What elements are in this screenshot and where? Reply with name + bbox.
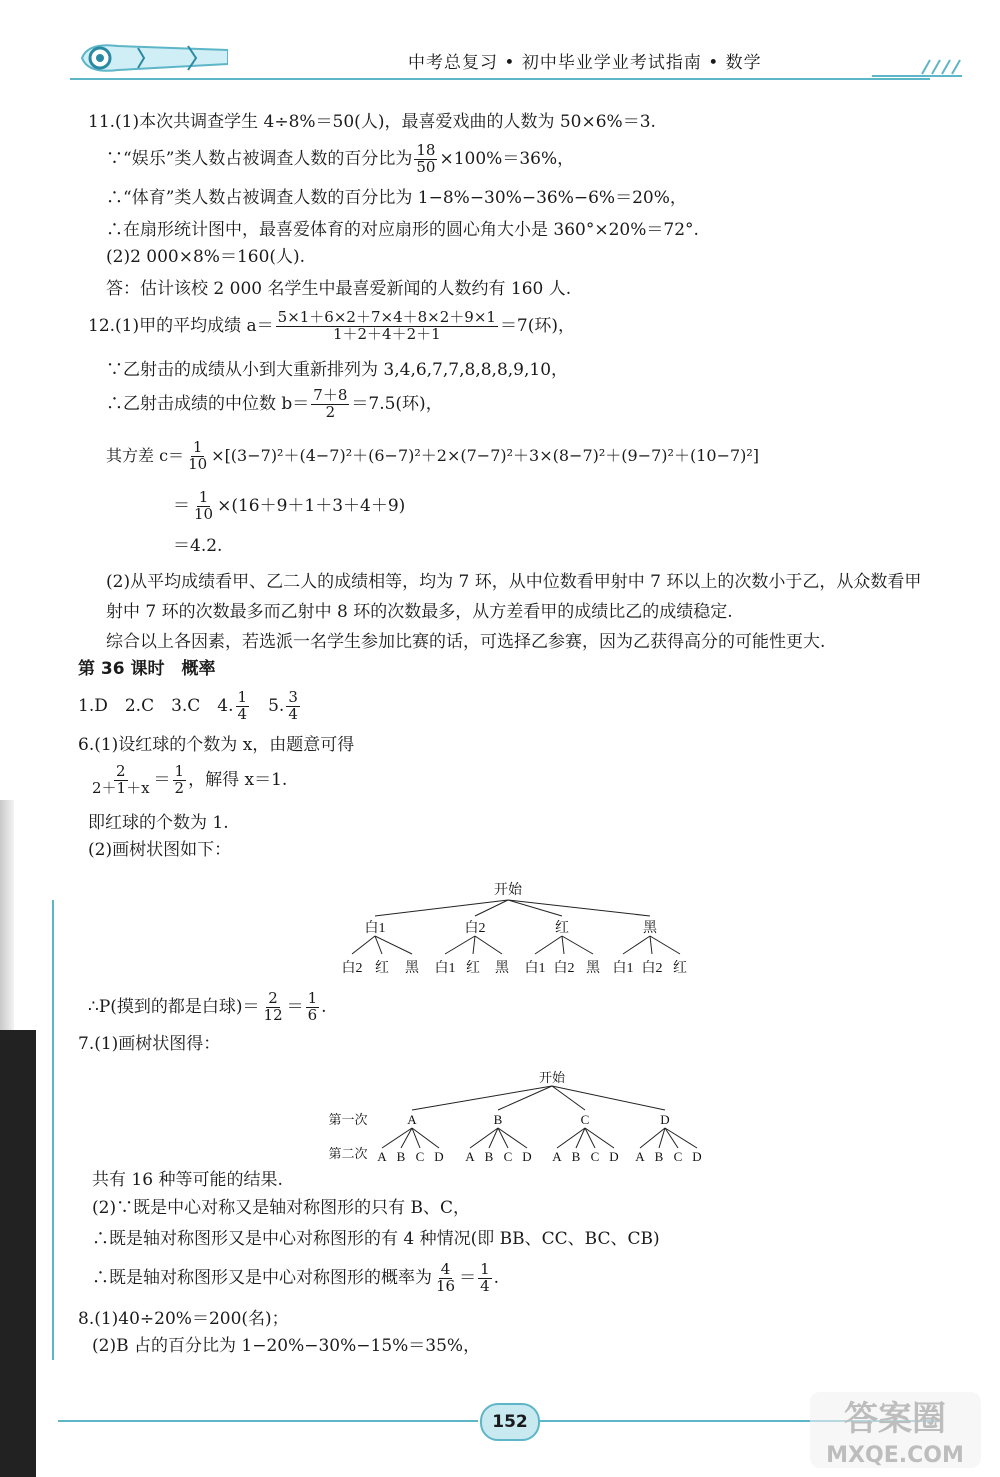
q7-line4: ∴既是轴对称图形又是中心对称图形的有 4 种情况(即 BB、CC、BC、CB) <box>92 1229 660 1249</box>
fraction-median: $\frac{7+8}{2}$ <box>313 386 348 421</box>
fraction-q6-c: $\frac{2}{12}$ <box>263 989 283 1024</box>
q12-line3: ∴乙射击成绩的中位数 b＝ $\frac{7+8}{2}$ ＝7.5(环)， <box>106 386 443 421</box>
q12-line5: ＝ $\frac{1}{10}$ ×(16＋9＋1＋3＋4＋9) <box>173 488 406 523</box>
q8-line2: (2)B 占的百分比为 1−20%−30%−15%＝35%， <box>92 1336 481 1356</box>
margin-line <box>52 900 54 1360</box>
tree1-l1-0: 白1 <box>364 921 386 936</box>
tree1-l1-1: 白2 <box>464 921 486 936</box>
tree1-l2-0-1: 红 <box>375 961 389 976</box>
tree2-row2-label: 第二次 <box>328 1146 368 1161</box>
q11-line1: 11.(1)本次共调查学生 4÷8%＝50(人)，最喜爱戏曲的人数为 50×6%＝3. <box>88 112 656 132</box>
tree2-d-1: B <box>654 1149 664 1164</box>
tree2-row1-label: 第一次 <box>328 1112 368 1127</box>
tree1-root: 开始 <box>494 883 522 898</box>
tree2-l1-3: D <box>660 1112 670 1127</box>
tree2-c-3: D <box>609 1149 619 1164</box>
fraction-q6-b: $\frac{1}{2}$ <box>174 762 185 797</box>
section-heading: 第 36 课时 概率 <box>78 659 216 679</box>
q7-line1: 7.(1)画树状图得： <box>78 1034 221 1054</box>
q7-line3: (2)∵既是中心对称又是轴对称图形的只有 B、C， <box>92 1198 470 1218</box>
tree-diagram-2 <box>320 1068 720 1166</box>
svg-text:答案圈: 答案圈 <box>844 1399 946 1439</box>
tree1-l2-2-2: 黑 <box>586 961 600 976</box>
q6-line5: ∴P(摸到的都是白球)＝ $\frac{2}{12}$ ＝ $\frac{1}{6}$ . <box>88 989 327 1024</box>
q6-line1: 6.(1)设红球的个数为 x，由题意可得 <box>78 735 355 755</box>
tree2-a-0: A <box>377 1149 387 1164</box>
tree1-l1-2: 红 <box>555 921 569 936</box>
fraction-q7-a: $\frac{4}{16}$ <box>436 1260 456 1295</box>
tree2-c-1: B <box>571 1149 581 1164</box>
tree2-b-2: C <box>503 1149 513 1164</box>
q11-line5: (2)2 000×8%＝160(人). <box>106 247 306 267</box>
q12-line9: 综合以上各因素，若选派一名学生参加比赛的话，可选择乙参赛，因为乙获得高分的可能性更大. <box>106 632 826 652</box>
fraction-q6-a: $\frac{2}{2+1+x}$ <box>92 762 150 797</box>
tree1-l2-1-1: 红 <box>466 961 480 976</box>
q12-line1: 12.(1)甲的平均成绩 a＝ $\frac{5\times 1+6\times 2+7\times 4+8\times 2+9\times 1}{1+2+4+2+1}$ ＝7(环)， <box>88 308 576 343</box>
tree2-b-0: A <box>465 1149 475 1164</box>
fraction-18-50: $\frac{18}{50}$ <box>416 141 436 176</box>
footer-rule-left <box>58 1420 478 1422</box>
tree1-l2-1-0: 白1 <box>434 961 456 976</box>
q12-line4: 其方差 c＝ $\frac{1}{10}$ ×[(3−7)²＋(4−7)²＋(6−7)²＋2×(7−7)²＋3×(8−7)²＋(9−7)²＋(10−7)²] <box>106 438 760 473</box>
q8-line1: 8.(1)40÷20%＝200(名)； <box>78 1309 289 1329</box>
q11-line4: ∴在扇形统计图中，最喜爱体育的对应扇形的圆心角大小是 360°×20%＝72°. <box>106 220 699 240</box>
tree1-l2-0-0: 白2 <box>341 961 363 976</box>
fraction-ans4: $\frac{1}{4}$ <box>237 688 248 723</box>
fraction-q6-d: $\frac{1}{6}$ <box>307 989 318 1024</box>
tree-diagram-1 <box>330 878 710 978</box>
q6-line4: (2)画树状图如下： <box>88 840 232 860</box>
tree2-b-1: B <box>484 1149 494 1164</box>
tree2-l1-1: B <box>493 1112 503 1127</box>
tree2-d-3: D <box>692 1149 702 1164</box>
svg-text:MXQE.COM: MXQE.COM <box>826 1443 964 1468</box>
page-edge-shadow <box>0 800 14 1030</box>
q12-line6: ＝4.2. <box>173 536 223 556</box>
fraction-ans5: $\frac{3}{4}$ <box>288 688 298 723</box>
q12-line8: 射中 7 环的次数最多而乙射中 8 环的次数最多，从方差看甲的成绩比乙的成绩稳定. <box>106 602 733 622</box>
tree2-a-1: B <box>396 1149 406 1164</box>
page-number: 152 <box>480 1403 540 1441</box>
tree1-l2-3-2: 红 <box>673 961 687 976</box>
q6-line2: $\frac{2}{2+1+x}$ ＝ $\frac{1}{2}$ ，解得 x＝1. <box>92 762 288 797</box>
q11-line6: 答：估计该校 2 000 名学生中最喜爱新闻的人数约有 160 人. <box>106 279 572 299</box>
tree1-l2-2-0: 白1 <box>524 961 546 976</box>
tree2-a-2: C <box>415 1149 425 1164</box>
answers-1-5: 1.D 2.C 3.C 4. $\frac{1}{4}$ 5. $\frac{3}{4}$ <box>78 688 298 723</box>
q7-line2: 共有 16 种等可能的结果. <box>92 1170 283 1190</box>
tree1-l2-0-2: 黑 <box>405 961 419 976</box>
q12-line7: (2)从平均成绩看甲、乙二人的成绩相等，均为 7 环，从中位数看甲射中 7 环以上的次数小于乙，从众数看甲 <box>106 572 922 592</box>
q7-line5: ∴既是轴对称图形又是中心对称图形的概率为 $\frac{4}{16}$ ＝ $\frac{1}{4}$ . <box>92 1260 500 1295</box>
fraction-1-10-b: $\frac{1}{10}$ <box>194 488 214 523</box>
tree2-d-0: A <box>635 1149 645 1164</box>
tree2-c-2: C <box>590 1149 600 1164</box>
q6-line3: 即红球的个数为 1. <box>88 813 229 833</box>
fraction-mean: $\frac{5\times 1+6\times 2+7\times 4+8\times 2+9\times 1}{1+2+4+2+1}$ <box>277 308 496 343</box>
header-logo <box>78 40 228 76</box>
tree1-l2-3-0: 白1 <box>612 961 634 976</box>
watermark-logo <box>808 1390 983 1470</box>
tree2-l1-0: A <box>407 1112 417 1127</box>
q12-line2: ∵乙射击的成绩从小到大重新排列为 3,4,6,7,7,8,8,8,9,10， <box>106 360 569 380</box>
page-edge-dark <box>0 1030 36 1477</box>
fraction-q7-b: $\frac{1}{4}$ <box>480 1260 490 1295</box>
tree1-l2-3-1: 白2 <box>641 961 663 976</box>
header-rule <box>70 78 930 80</box>
q11-line3: ∴“体育”类人数占被调查人数的百分比为 1−8%−30%−36%−6%＝20%， <box>106 188 687 208</box>
tree2-d-2: C <box>673 1149 683 1164</box>
header-decoration <box>872 58 962 80</box>
tree1-l1-3: 黑 <box>643 921 657 936</box>
header-title: 中考总复习 • 初中毕业学业考试指南 • 数学 <box>408 53 762 73</box>
q11-line2: ∵“娱乐”类人数占被调查人数的百分比为 $\frac{18}{50}$ ×100%＝36%， <box>106 141 575 176</box>
tree1-l2-1-2: 黑 <box>495 961 509 976</box>
tree2-c-0: A <box>552 1149 562 1164</box>
fraction-1-10: $\frac{1}{10}$ <box>188 438 208 473</box>
tree2-root: 开始 <box>538 1070 566 1085</box>
tree2-b-3: D <box>522 1149 532 1164</box>
tree2-l1-2: C <box>580 1112 590 1127</box>
tree1-l2-2-1: 白2 <box>553 961 575 976</box>
tree2-a-3: D <box>434 1149 444 1164</box>
